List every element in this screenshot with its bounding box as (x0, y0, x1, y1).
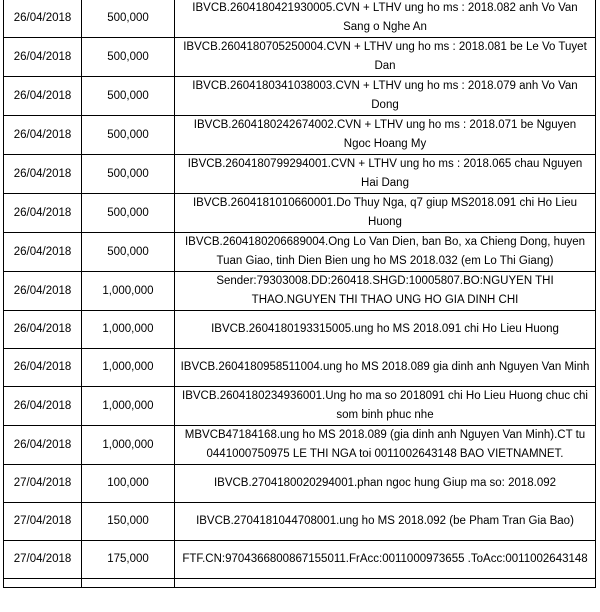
table-row (4, 233, 596, 272)
description-cell: IBVCB.2604180242674002.CVN + LTHV ung ho ms : 2018.071 be Nguyen Ngoc Hoang My (175, 116, 596, 155)
date-cell: 27/04/2018 (4, 465, 82, 503)
amount-cell: 100,000 (82, 465, 175, 503)
empty-cell (175, 579, 596, 588)
description-cell: MBVCB47184168.ung ho MS 2018.089 (gia dinh anh Nguyen Van Minh).CT tu 0441000750975 LE THI NGA toi 0011002643148 BAO VIETNAMNET. (175, 426, 596, 465)
amount-cell: 500,000 (82, 38, 175, 77)
amount-cell: 500,000 (82, 233, 175, 272)
description-cell: IBVCB.2604181010660001.Do Thuy Nga, q7 giup MS2018.091 chi Ho Lieu Huong (175, 194, 596, 233)
table-row (4, 503, 596, 541)
date-cell: 26/04/2018 (4, 155, 82, 194)
table-row (4, 38, 596, 77)
description-cell: Sender:79303008.DD:260418.SHGD:10005807.BO:NGUYEN THI THAO.NGUYEN THI THAO UNG HO GIA DINH CHI (175, 272, 596, 311)
date-cell: 26/04/2018 (4, 38, 82, 77)
amount-cell: 500,000 (82, 194, 175, 233)
date-cell: 26/04/2018 (4, 387, 82, 426)
table-row (4, 465, 596, 503)
description-cell: IBVCB.2604180193315005.ung ho MS 2018.091 chi Ho Lieu Huong (175, 311, 596, 349)
table-row (4, 541, 596, 579)
amount-cell: 175,000 (82, 541, 175, 579)
date-cell: 26/04/2018 (4, 0, 82, 38)
amount-cell: 500,000 (82, 77, 175, 116)
amount-cell: 1,000,000 (82, 349, 175, 387)
date-cell: 26/04/2018 (4, 272, 82, 311)
amount-cell: 1,000,000 (82, 426, 175, 465)
description-cell: IBVCB.2704180020294001.phan ngoc hung Giup ma so: 2018.092 (175, 465, 596, 503)
date-cell: 26/04/2018 (4, 426, 82, 465)
date-cell: 27/04/2018 (4, 503, 82, 541)
table-row (4, 155, 596, 194)
amount-cell: 500,000 (82, 116, 175, 155)
date-cell: 26/04/2018 (4, 311, 82, 349)
description-cell: IBVCB.2604180421930005.CVN + LTHV ung ho ms : 2018.082 anh Vo Van Sang o Nghe An (175, 0, 596, 38)
description-cell: IBVCB.2604180799294001.CVN + LTHV ung ho ms : 2018.065 chau Nguyen Hai Dang (175, 155, 596, 194)
amount-cell: 1,000,000 (82, 272, 175, 311)
description-cell: FTF.CN:9704366800867155011.FrAcc:0011000973655 .ToAcc:0011002643148 (175, 541, 596, 579)
table-row (4, 272, 596, 311)
table-row (4, 116, 596, 155)
description-cell: IBVCB.2704181044708001.ung ho MS 2018.092 (be Pham Tran Gia Bao) (175, 503, 596, 541)
amount-cell: 1,000,000 (82, 311, 175, 349)
description-cell: IBVCB.2604180234936001.Ung ho ma so 2018091 chi Ho Lieu Huong chuc chi som binh phuc nhe (175, 387, 596, 426)
date-cell: 26/04/2018 (4, 233, 82, 272)
amount-cell: 500,000 (82, 155, 175, 194)
description-cell: IBVCB.2604180705250004.CVN + LTHV ung ho ms : 2018.081 be Le Vo Tuyet Dan (175, 38, 596, 77)
table-row (4, 387, 596, 426)
date-cell: 27/04/2018 (4, 541, 82, 579)
empty-cell (82, 579, 175, 588)
table-row (4, 77, 596, 116)
date-cell: 26/04/2018 (4, 116, 82, 155)
empty-cell (4, 579, 82, 588)
amount-cell: 500,000 (82, 0, 175, 38)
table-row (4, 311, 596, 349)
date-cell: 26/04/2018 (4, 77, 82, 116)
description-cell: IBVCB.2604180341038003.CVN + LTHV ung ho ms : 2018.079 anh Vo Van Dong (175, 77, 596, 116)
description-cell: IBVCB.2604180206689004.Ong Lo Van Dien, ban Bo, xa Chieng Dong, huyen Tuan Giao, tinh Dien Bien ung ho MS 2018.032 (em Lo Thi Giang) (175, 233, 596, 272)
table-row (4, 349, 596, 387)
donation-table (3, 0, 596, 588)
date-cell: 26/04/2018 (4, 194, 82, 233)
date-cell: 26/04/2018 (4, 349, 82, 387)
description-cell: IBVCB.2604180958511004.ung ho MS 2018.089 gia dinh anh Nguyen Van Minh (175, 349, 596, 387)
table-row (4, 426, 596, 465)
amount-cell: 1,000,000 (82, 387, 175, 426)
table-row (4, 194, 596, 233)
table-row (4, 0, 596, 38)
table-row-partial (4, 579, 596, 588)
amount-cell: 150,000 (82, 503, 175, 541)
